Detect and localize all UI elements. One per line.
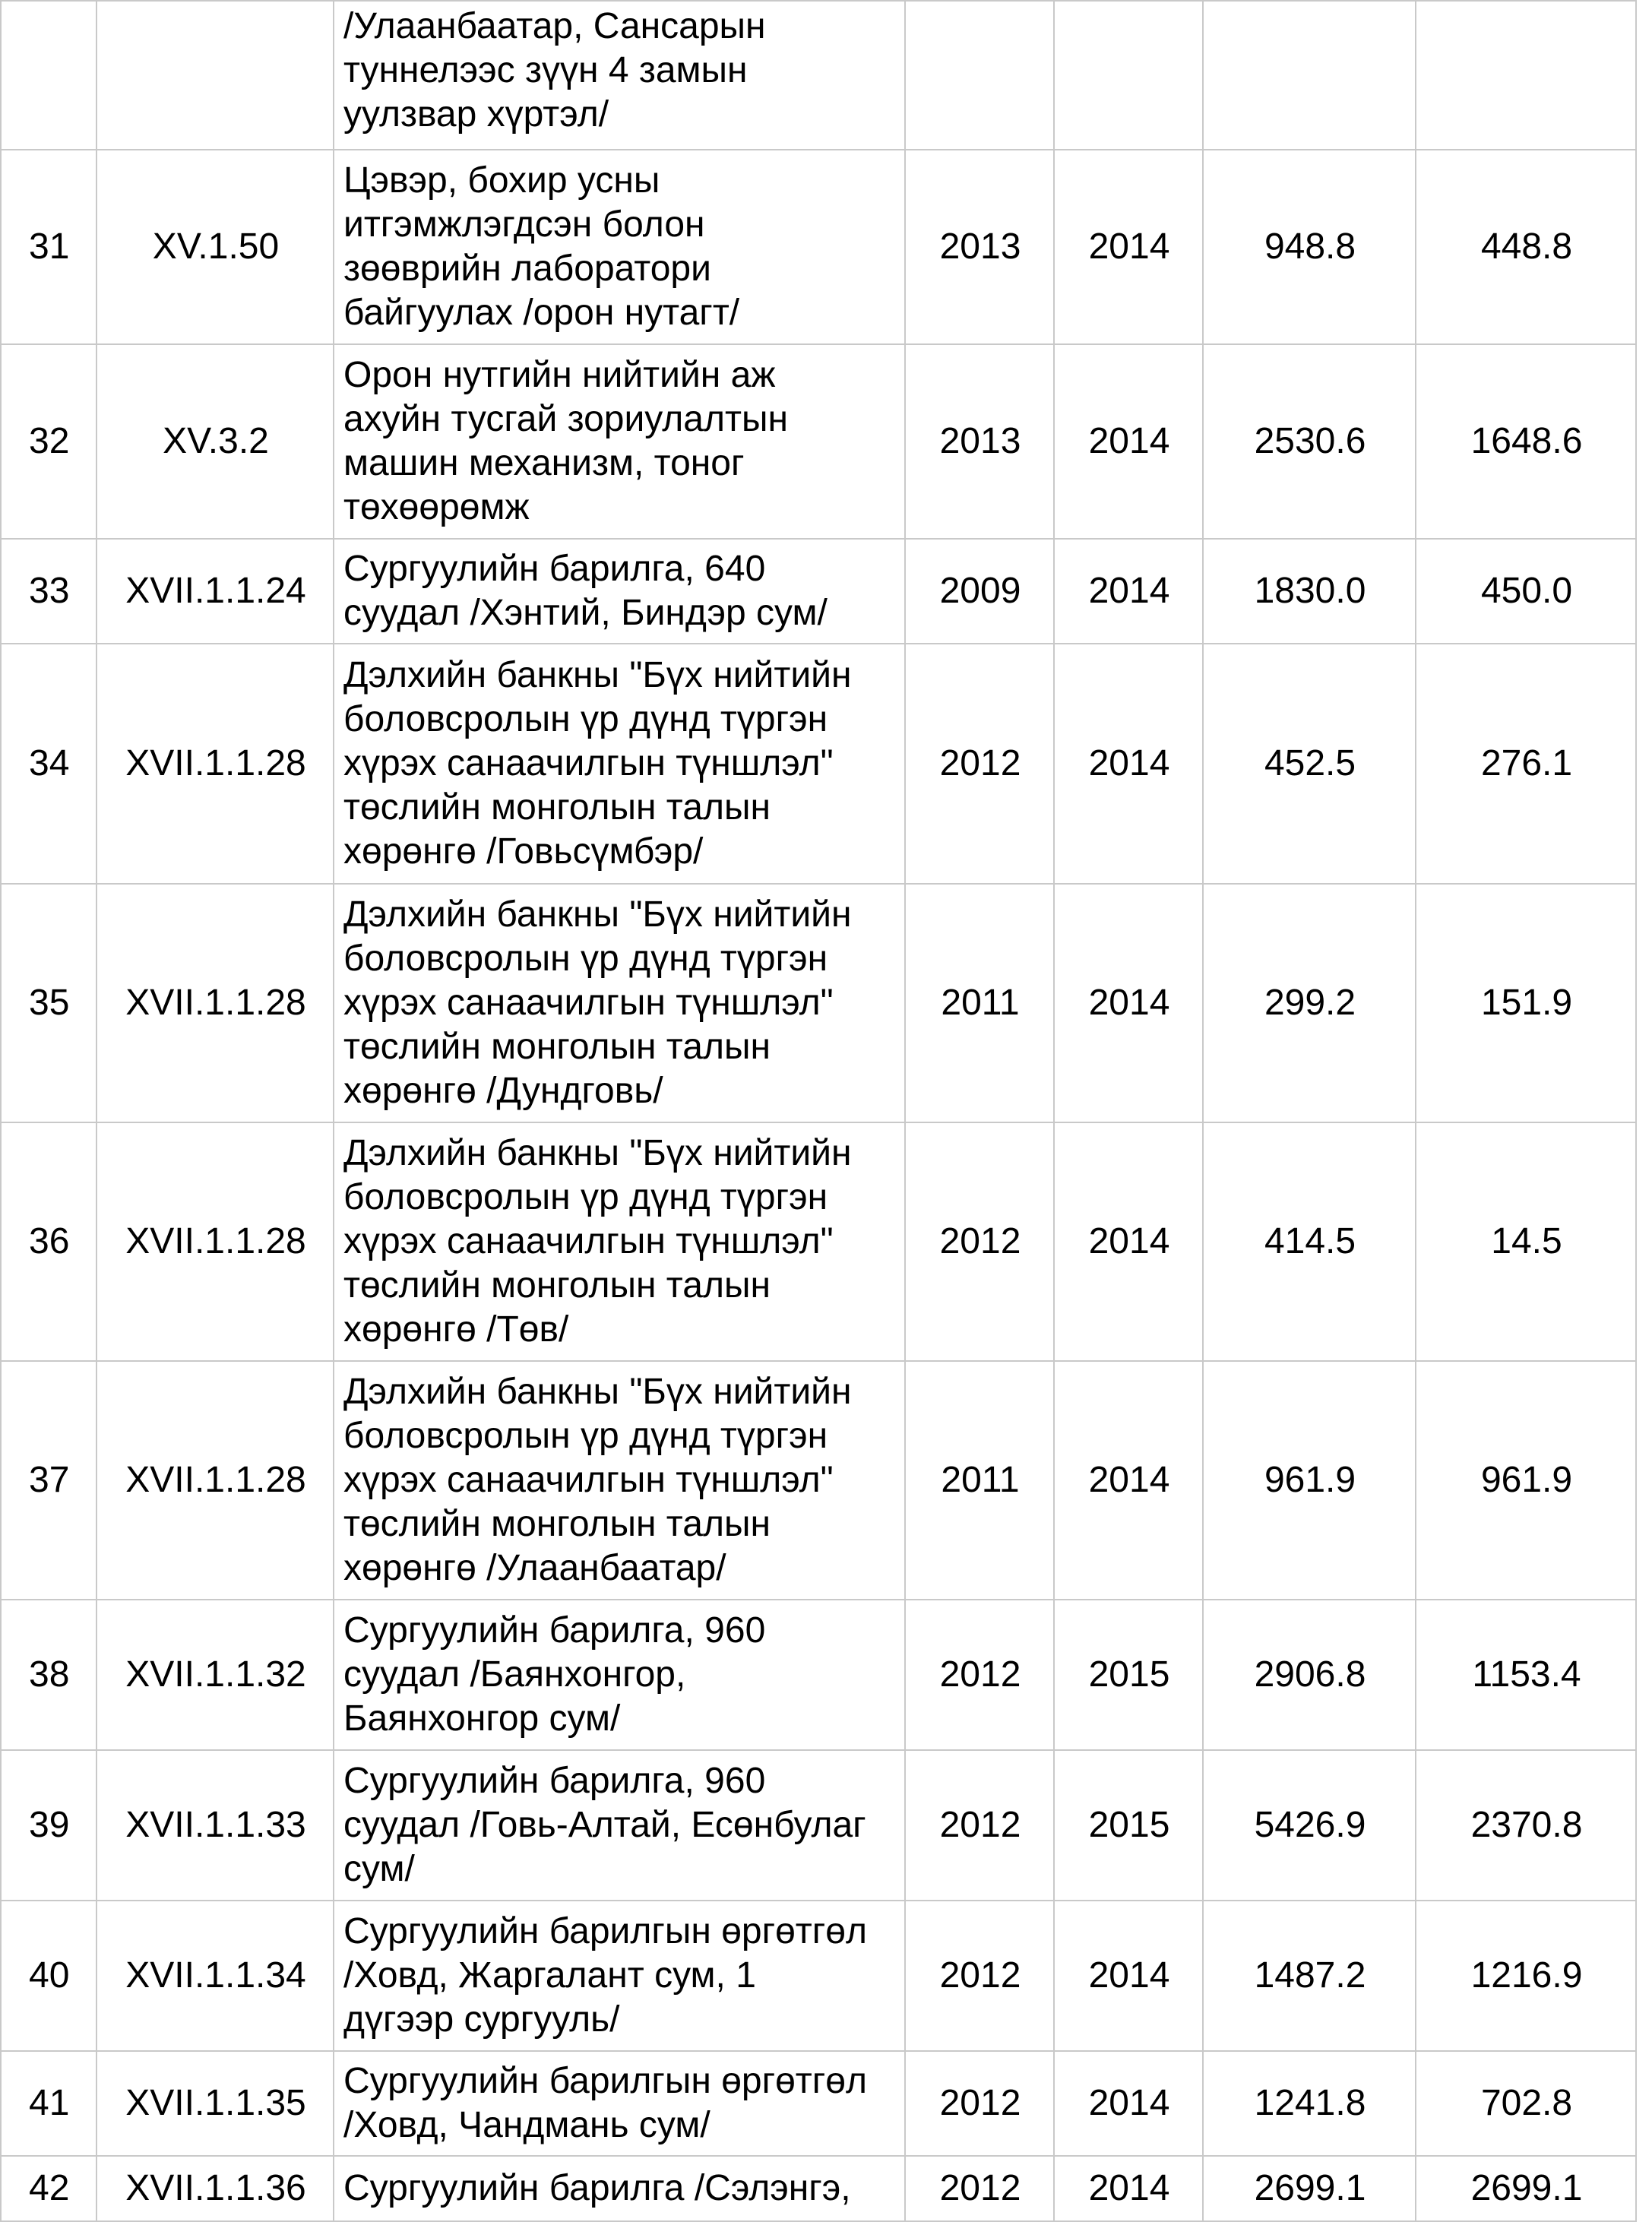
end-year-cell: 2014: [1054, 539, 1203, 644]
total-cost-cell: 948.8: [1203, 150, 1416, 344]
description-line: хөрөнгө /Төв/: [343, 1309, 569, 1350]
description-line: Дэлхийн банкны "Бүх нийтийн: [343, 655, 852, 695]
description-line: туннелээс зүүн 4 замын: [343, 50, 748, 90]
table-row: [1, 644, 1636, 884]
description-line: Сургуулийн барилга /Сэлэнгэ,: [343, 2168, 851, 2208]
description-cell: [334, 884, 905, 1122]
description-cell: [334, 1361, 905, 1600]
description-line: байгуулах /орон нутагт/: [343, 293, 740, 333]
end-year-cell: 2015: [1054, 1600, 1203, 1750]
start-year-cell: 2013: [905, 150, 1054, 344]
code-cell: XVII.1.1.24: [97, 539, 334, 644]
code-cell: [97, 1, 334, 150]
description-cell: [334, 150, 905, 344]
amount-cell: 14.5: [1416, 1122, 1636, 1361]
total-cost-cell: 299.2: [1203, 884, 1416, 1122]
row-number-cell: [1, 1, 97, 150]
row-number-cell: 33: [1, 539, 97, 644]
description-line: Дэлхийн банкны "Бүх нийтийн: [343, 894, 852, 935]
row-number-cell: 41: [1, 2051, 97, 2156]
amount-cell: 448.8: [1416, 150, 1636, 344]
description-line: Орон нутгийн нийтийн аж: [343, 355, 776, 395]
row-number-cell: 35: [1, 884, 97, 1122]
start-year-cell: 2009: [905, 539, 1054, 644]
start-year-cell: 2012: [905, 1750, 1054, 1901]
table-row: [1, 1901, 1636, 2051]
description-line: суудал /Баянхонгор,: [343, 1654, 686, 1695]
description-line: хүрэх санаачилгын түншлэл": [343, 1460, 834, 1500]
end-year-cell: 2014: [1054, 2156, 1203, 2221]
total-cost-cell: 2699.1: [1203, 2156, 1416, 2221]
description-line: боловсролын үр дүнд түргэн: [343, 1416, 828, 1456]
end-year-cell: 2014: [1054, 884, 1203, 1122]
description-line: Сургуулийн барилгын өргөтгөл: [343, 1911, 867, 1951]
code-cell: XVII.1.1.36: [97, 2156, 334, 2221]
total-cost-cell: 1830.0: [1203, 539, 1416, 644]
row-number-cell: 40: [1, 1901, 97, 2051]
description-cell: [334, 1, 905, 150]
description-line: төслийн монголын талын: [343, 1027, 771, 1067]
amount-cell: 450.0: [1416, 539, 1636, 644]
description-cell: [334, 2156, 905, 2221]
table-row: [1, 344, 1636, 539]
code-cell: XV.1.50: [97, 150, 334, 344]
amount-cell: [1416, 1, 1636, 150]
description-line: Сургуулийн барилга, 960: [343, 1761, 766, 1801]
start-year-cell: 2012: [905, 1122, 1054, 1361]
end-year-cell: 2014: [1054, 150, 1203, 344]
start-year-cell: [905, 1, 1054, 150]
description-line: машин механизм, тоног: [343, 443, 745, 483]
description-line: суудал /Говь-Алтай, Есөнбулаг: [343, 1805, 866, 1845]
table-row: [1, 539, 1636, 644]
description-line: хөрөнгө /Дундговь/: [343, 1071, 663, 1111]
total-cost-cell: 452.5: [1203, 644, 1416, 884]
table-body: [1, 1, 1636, 2221]
start-year-cell: 2011: [905, 1361, 1054, 1600]
description-line: ахуйн тусгай зориулалтын: [343, 399, 788, 439]
description-cell: [334, 1750, 905, 1901]
start-year-cell: 2012: [905, 1600, 1054, 1750]
description-line: сум/: [343, 1849, 415, 1889]
description-line: суудал /Хэнтий, Биндэр сум/: [343, 593, 828, 633]
table-row: [1, 1600, 1636, 1750]
total-cost-cell: 961.9: [1203, 1361, 1416, 1600]
end-year-cell: 2014: [1054, 644, 1203, 884]
description-cell: [334, 1901, 905, 2051]
description-line: хүрэх санаачилгын түншлэл": [343, 983, 834, 1023]
description-line: хөрөнгө /Говьсүмбэр/: [343, 831, 704, 872]
description-cell: [334, 539, 905, 644]
end-year-cell: 2015: [1054, 1750, 1203, 1901]
end-year-cell: 2014: [1054, 2051, 1203, 2156]
amount-cell: 1648.6: [1416, 344, 1636, 539]
description-line: дүгээр сургууль/: [343, 1999, 620, 2040]
total-cost-cell: [1203, 1, 1416, 150]
start-year-cell: 2012: [905, 2156, 1054, 2221]
amount-cell: 276.1: [1416, 644, 1636, 884]
description-line: хүрэх санаачилгын түншлэл": [343, 1221, 834, 1261]
description-line: боловсролын үр дүнд түргэн: [343, 1177, 828, 1217]
description-cell: [334, 1122, 905, 1361]
table-row: [1, 1, 1636, 150]
code-cell: XVII.1.1.28: [97, 1122, 334, 1361]
description-line: Сургуулийн барилга, 960: [343, 1610, 766, 1651]
row-number-cell: 37: [1, 1361, 97, 1600]
table-row: [1, 884, 1636, 1122]
description-cell: [334, 1600, 905, 1750]
start-year-cell: 2011: [905, 884, 1054, 1122]
code-cell: XV.3.2: [97, 344, 334, 539]
code-cell: XVII.1.1.28: [97, 1361, 334, 1600]
description-line: боловсролын үр дүнд түргэн: [343, 938, 828, 979]
total-cost-cell: 1241.8: [1203, 2051, 1416, 2156]
code-cell: XVII.1.1.34: [97, 1901, 334, 2051]
amount-cell: 2370.8: [1416, 1750, 1636, 1901]
end-year-cell: 2014: [1054, 1122, 1203, 1361]
code-cell: XVII.1.1.28: [97, 644, 334, 884]
total-cost-cell: 1487.2: [1203, 1901, 1416, 2051]
total-cost-cell: 2530.6: [1203, 344, 1416, 539]
amount-cell: 702.8: [1416, 2051, 1636, 2156]
total-cost-cell: 2906.8: [1203, 1600, 1416, 1750]
row-number-cell: 32: [1, 344, 97, 539]
end-year-cell: 2014: [1054, 1901, 1203, 2051]
amount-cell: 2699.1: [1416, 2156, 1636, 2221]
description-cell: [334, 344, 905, 539]
end-year-cell: 2014: [1054, 344, 1203, 539]
start-year-cell: 2012: [905, 644, 1054, 884]
table-row: [1, 1122, 1636, 1361]
row-number-cell: 39: [1, 1750, 97, 1901]
description-line: Дэлхийн банкны "Бүх нийтийн: [343, 1133, 852, 1173]
description-line: /Ховд, Жаргалант сум, 1: [343, 1955, 756, 1996]
description-line: Баянхонгор сум/: [343, 1698, 621, 1739]
row-number-cell: 34: [1, 644, 97, 884]
code-cell: XVII.1.1.33: [97, 1750, 334, 1901]
row-number-cell: 38: [1, 1600, 97, 1750]
code-cell: XVII.1.1.35: [97, 2051, 334, 2156]
total-cost-cell: 414.5: [1203, 1122, 1416, 1361]
table-row: [1, 1361, 1636, 1600]
row-number-cell: 36: [1, 1122, 97, 1361]
description-line: Сургуулийн барилгын өргөтгөл: [343, 2061, 867, 2101]
description-line: Дэлхийн банкны "Бүх нийтийн: [343, 1372, 852, 1412]
code-cell: XVII.1.1.32: [97, 1600, 334, 1750]
end-year-cell: 2014: [1054, 1361, 1203, 1600]
description-line: уулзвар хүртэл/: [343, 94, 609, 135]
description-cell: [334, 644, 905, 884]
row-number-cell: 31: [1, 150, 97, 344]
description-line: итгэмжлэгдсэн болон: [343, 204, 705, 245]
description-line: боловсролын үр дүнд түргэн: [343, 699, 828, 739]
description-cell: [334, 2051, 905, 2156]
total-cost-cell: 5426.9: [1203, 1750, 1416, 1901]
description-line: төслийн монголын талын: [343, 1504, 771, 1544]
amount-cell: 1216.9: [1416, 1901, 1636, 2051]
description-line: төхөөрөмж: [343, 487, 530, 527]
table-row: [1, 150, 1636, 344]
table-row: [1, 2051, 1636, 2156]
description-line: хүрэх санаачилгын түншлэл": [343, 743, 834, 783]
description-line: /Ховд, Чандмань сум/: [343, 2105, 710, 2145]
table-row: [1, 1750, 1636, 1901]
amount-cell: 1153.4: [1416, 1600, 1636, 1750]
amount-cell: 151.9: [1416, 884, 1636, 1122]
amount-cell: 961.9: [1416, 1361, 1636, 1600]
end-year-cell: [1054, 1, 1203, 150]
row-number-cell: 42: [1, 2156, 97, 2221]
start-year-cell: 2012: [905, 1901, 1054, 2051]
description-line: Сургуулийн барилга, 640: [343, 549, 766, 589]
description-line: төслийн монголын талын: [343, 1265, 771, 1306]
description-line: /Улаанбаатар, Сансарын: [343, 6, 766, 46]
description-line: хөрөнгө /Улаанбаатар/: [343, 1548, 726, 1588]
description-line: зөөврийн лаборатори: [343, 248, 711, 289]
description-line: төслийн монголын талын: [343, 787, 771, 828]
table-row: [1, 2156, 1636, 2221]
description-line: Цэвэр, бохир усны: [343, 160, 660, 201]
code-cell: XVII.1.1.28: [97, 884, 334, 1122]
start-year-cell: 2012: [905, 2051, 1054, 2156]
start-year-cell: 2013: [905, 344, 1054, 539]
